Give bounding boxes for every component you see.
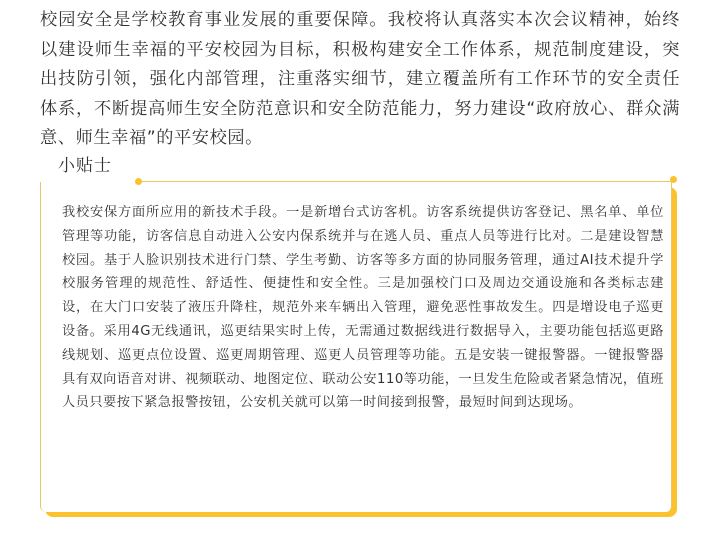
intro-paragraph: 校园安全是学校教育事业发展的重要保障。我校将认真落实本次会议精神，始终以建设师生幸福的平安校园为目标，积极构建安全工作体系，规范制度建设，突出技防引领，强化内部管理，注重落实细节，建立覆盖所有工作环节的安全责任体系，不断提高师生安全防范意识和安全防范能力，努力建设“政府放心、群众满意、师生幸福”的平安校园。: [40, 10, 680, 149]
tip-text: 我校安保方面所应用的新技术手段。一是新增台式访客机。访客系统提供访客登记、黑名单、单位管理等功能，访客信息自动进入公安内保系统并与在逃人员、重点人员等进行比对。二是建设智慧校园。基于人脸识别技术进行门禁、学生考勤、访客等多方面的协同服务管理，通过AI技术提升学校服务管理的规范性、舒适性、便捷性和安全性。三是加强校门口及周边交通设施和各类标志建设，在大门口安装了液压升降柱，规范外来车辆出入管理，避免恶性事故发生。四是增设电子巡更设备。采用4G无线通讯，巡更结果实时上传，无需通过数据线进行数据导入，主要功能包括巡更路线规划、巡更点位设置、巡更周期管理、巡更人员管理等功能。五是安装一键报警器。一键报警器具有双向语音对讲、视频联动、地图定位、联动公安110等功能，一旦发生危险或者紧急情况，值班人员只要按下紧急报警按钮，公安机关就可以第一时间接到报警，最短时间到达现场。: [62, 205, 664, 411]
tip-label: 小贴士: [58, 156, 112, 176]
tip-box-top-border: [138, 181, 673, 182]
right-dot-icon: [670, 176, 677, 183]
left-dot-icon: [135, 178, 142, 185]
